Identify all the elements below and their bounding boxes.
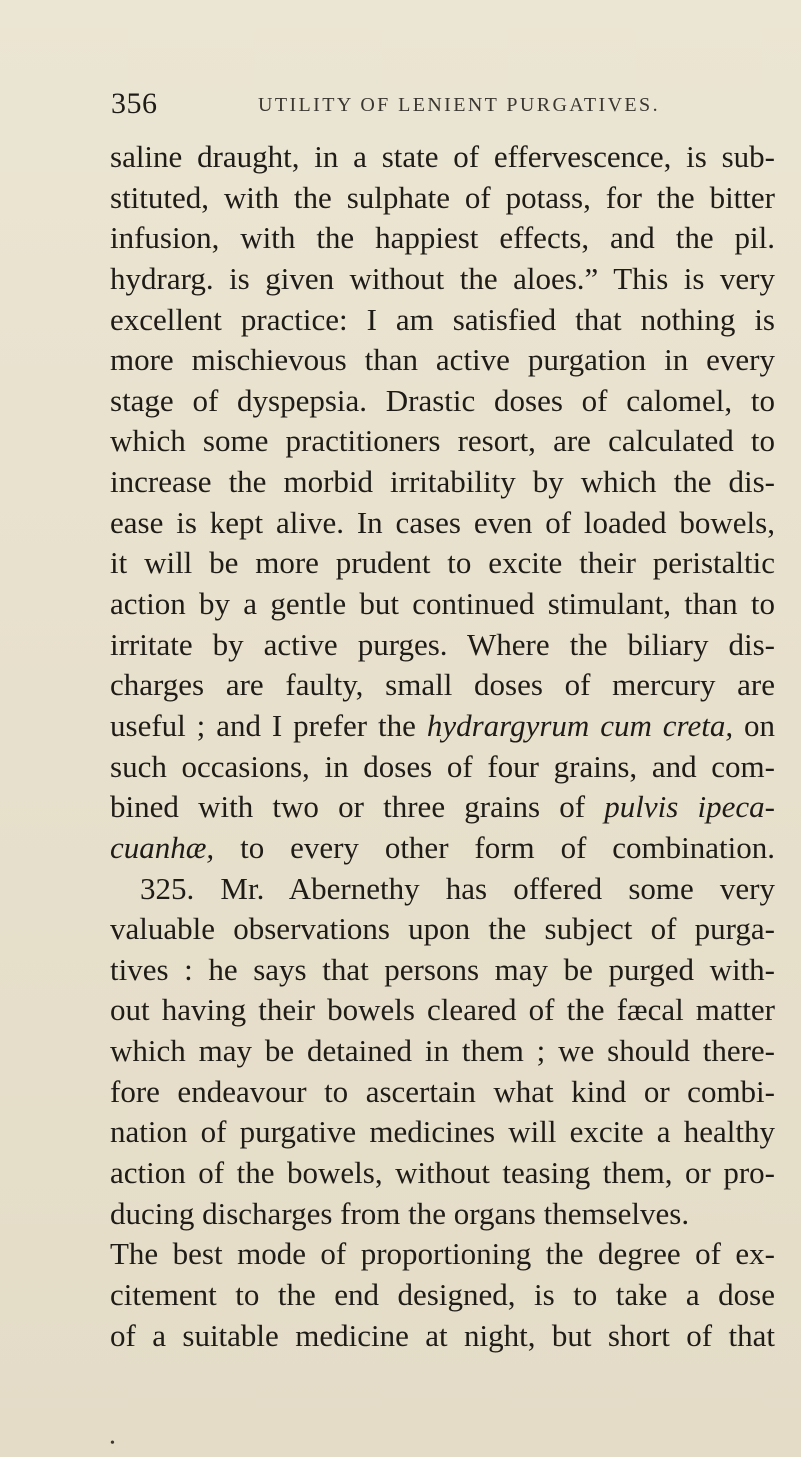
text-line	[110, 950, 775, 991]
text-segment: to every other form of combination.	[214, 829, 775, 865]
text-line	[110, 1275, 775, 1316]
text-segment: increase the morbid irritability by which the dis-	[110, 464, 775, 500]
text-segment: action of the bowels, without teasing them, or pro-	[110, 1155, 775, 1191]
text-line	[110, 665, 775, 706]
text-segment: of a suitable medicine at night, but short of that	[110, 1317, 775, 1353]
running-head: UTILITY OF LENIENT PURGATIVES.	[258, 94, 660, 116]
text-line	[110, 747, 775, 788]
italic-term: pulvis ipeca-	[604, 789, 775, 825]
text-segment: The best mode of proportioning the degree of ex-	[110, 1236, 775, 1272]
text-line	[110, 1234, 775, 1275]
text-segment: useful ; and I prefer the	[110, 707, 427, 743]
italic-term: cuanhæ,	[110, 829, 215, 865]
text-line	[110, 462, 775, 503]
text-segment: citement to the end designed, is to take a dose	[110, 1276, 775, 1312]
text-segment: charges are faulty, small doses of mercury are	[110, 667, 775, 703]
text-segment: action by a gentle but continued stimulant, than to	[110, 586, 775, 622]
body-text	[110, 137, 775, 1356]
italic-term: hydrargyrum cum creta,	[426, 707, 734, 743]
text-line	[110, 1194, 775, 1235]
text-segment: out having their bowels cleared of the fæcal matter	[110, 992, 775, 1028]
page-number: 356	[111, 87, 158, 120]
text-segment: stituted, with the sulphate of potass, for the bitter	[110, 179, 775, 215]
text-segment: irritate by active purges. Where the biliary dis-	[110, 626, 775, 662]
text-line	[110, 421, 775, 462]
text-line	[110, 178, 775, 219]
ink-mark: •	[110, 1436, 115, 1451]
text-segment: which may be detained in them ; we should there-	[110, 1033, 775, 1069]
text-line	[110, 909, 775, 950]
text-segment: valuable observations upon the subject of purga-	[110, 911, 775, 947]
text-segment: such occasions, in doses of four grains, and com-	[110, 748, 775, 784]
text-line	[110, 625, 775, 666]
text-segment: nation of purgative medicines will excite a healthy	[110, 1114, 775, 1150]
text-line	[110, 706, 775, 747]
text-line	[110, 503, 775, 544]
text-line	[110, 218, 775, 259]
text-line	[110, 340, 775, 381]
text-line	[110, 381, 775, 422]
text-segment: which some practitioners resort, are calculated to	[110, 423, 775, 459]
text-line	[110, 1072, 775, 1113]
text-segment: ducing discharges from the organs themselves.	[110, 1195, 690, 1231]
text-line	[110, 1316, 775, 1357]
text-line	[110, 259, 775, 300]
text-line	[110, 990, 775, 1031]
text-segment: saline draught, in a state of effervescence, is sub-	[110, 139, 775, 174]
text-segment: on	[733, 707, 775, 743]
text-line	[110, 1112, 775, 1153]
text-segment: bined with two or three grains of	[110, 789, 605, 825]
text-line	[110, 1153, 775, 1194]
page-header	[0, 84, 801, 124]
text-line	[110, 300, 775, 341]
text-line	[110, 137, 775, 178]
text-line	[110, 543, 775, 584]
text-segment: fore endeavour to ascertain what kind or combi-	[110, 1073, 775, 1109]
text-segment: 325. Mr. Abernethy has offered some very	[140, 870, 775, 906]
text-segment: excellent practice: I am satisfied that nothing is	[110, 301, 775, 337]
text-line	[110, 869, 775, 910]
text-segment: it will be more prudent to excite their peristaltic	[110, 545, 775, 581]
text-line	[110, 828, 775, 869]
text-segment: infusion, with the happiest effects, and the pil.	[110, 220, 775, 256]
text-line	[110, 584, 775, 625]
text-segment: ease is kept alive. In cases even of loaded bowels,	[110, 504, 775, 540]
text-segment: tives : he says that persons may be purged with-	[110, 951, 775, 987]
text-line	[110, 1031, 775, 1072]
text-segment: more mischievous than active purgation in every	[110, 342, 775, 378]
text-segment: stage of dyspepsia. Drastic doses of calomel, to	[110, 382, 775, 418]
text-segment: hydrarg. is given without the aloes.” This is very	[110, 260, 775, 296]
text-line	[110, 787, 775, 828]
